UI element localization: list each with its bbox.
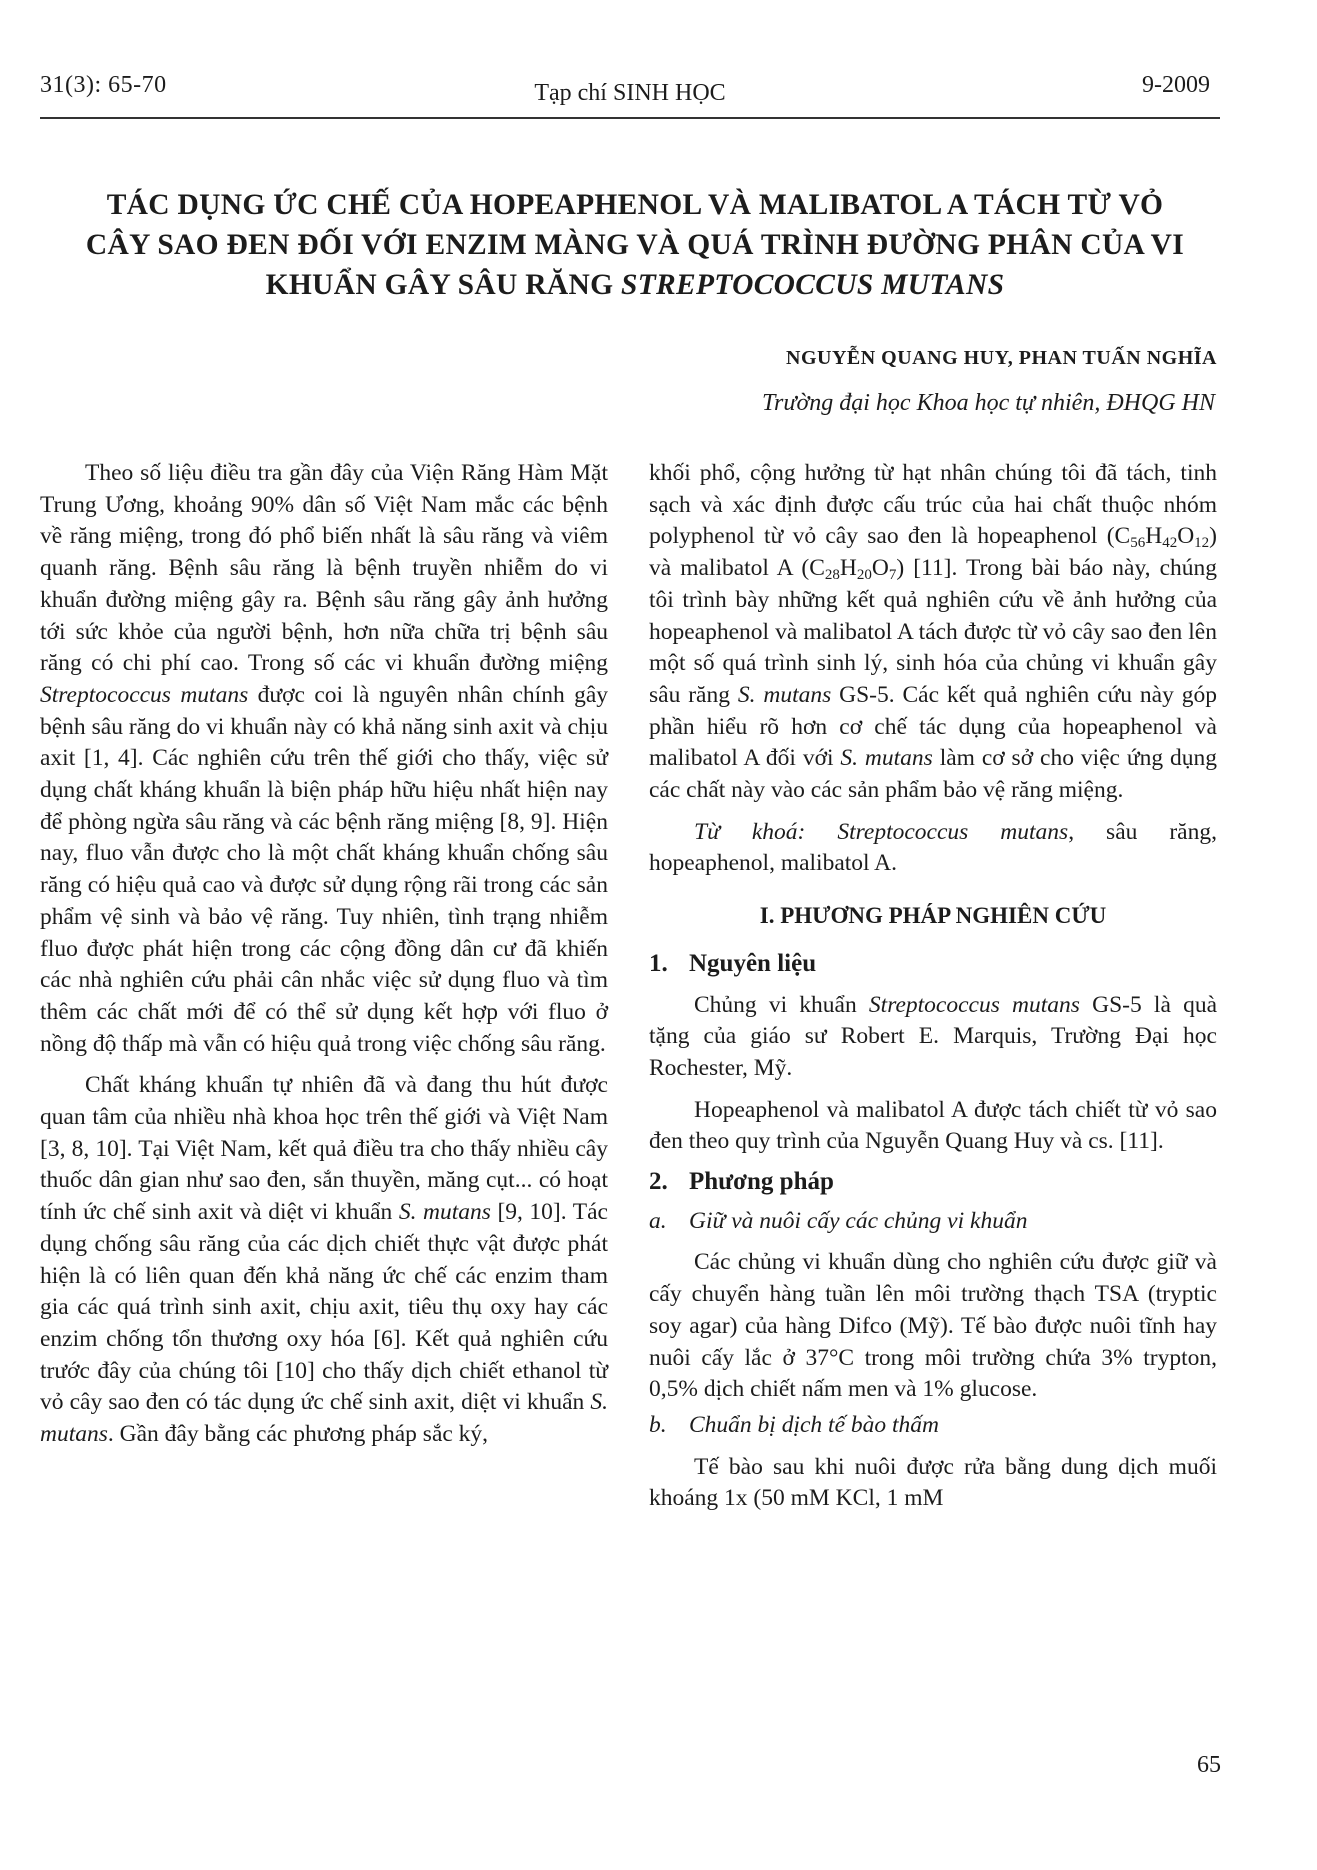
left-column xyxy=(40,458,608,1451)
intro-paragraph-2: Chất kháng khuẩn tự nhiên đã và đang thu hút được quan tâm của nhiều nhà khoa học trên thế giới và Việt Nam [3, 8, 10]. Tại Việt Nam, kết quả điều tra cho thấy nhiều cây thuốc dân gian như sao đen, sắn thuyền, măng cụt... có hoạt tính ức chế sinh axit và diệt vi khuẩn S. mutans [9, 10]. Tác dụng chống sâu răng của các dịch chiết thực vật được phát hiện là có liên quan đến khả năng ức chế các enzim tham gia các quá trình sinh axit, chịu axit, tiêu thụ oxy hay các enzim chống tổn thương oxy hóa [6]. Kết quả nghiên cứu trước đây của chúng tôi [10] cho thấy dịch chiết ethanol từ vỏ cây sao đen có tác dụng ức chế sinh axit, diệt vi khuẩn S. mutans. Gần đây bằng các phương pháp sắc ký, xyxy=(40,1072,608,1448)
header-rule xyxy=(40,117,1220,119)
materials-paragraph-1: Chủng vi khuẩn Streptococcus mutans GS-5 là quà tặng của giáo sư Robert E. Marquis, Trường Đại học Rochester, Mỹ. xyxy=(649,991,1217,1081)
title-line-3: KHUẨN GÂY SÂU RĂNG STREPTOCOCCUS MUTANS xyxy=(265,269,1005,301)
culture-paragraph: Các chủng vi khuẩn dùng cho nghiên cứu được giữ và cấy chuyển hàng tuần lên môi trường thạch TSA (tryptic soy agar) của hàng Difco (Mỹ). Tế bào được nuôi tĩnh hay nuôi cấy lắc ở 37°C trong môi trường chứa 3% trypton, 0,5% dịch chiết nấm men và 1% glucose. xyxy=(649,1249,1217,1403)
subsection-methods: 2. Phương pháp xyxy=(649,1168,834,1196)
materials-paragraph-2: Hopeaphenol và malibatol A được tách chiết từ vỏ sao đen theo quy trình của Nguyễn Quang Huy và cs. [11]. xyxy=(649,1096,1217,1155)
section-title-methods: I. PHƯƠNG PHÁP NGHIÊN CỨU xyxy=(759,903,1107,929)
title-line-2: CÂY SAO ĐEN ĐỐI VỚI ENZIM MÀNG VÀ QUÁ TRÌNH ĐƯỜNG PHÂN CỦA VI xyxy=(85,229,1185,261)
authors: NGUYỄN QUANG HUY, PHAN TUẤN NGHĨA xyxy=(786,347,1217,369)
issue-date: 9-2009 xyxy=(1142,72,1210,98)
keywords: Từ khoá: Streptococcus mutans, sâu răng, hopeaphenol, malibatol A. xyxy=(649,818,1217,877)
intro-paragraph-continued: khối phổ, cộng hưởng từ hạt nhân chúng tôi đã tách, tinh sạch và xác định được cấu trúc của hai chất thuộc nhóm polyphenol từ vỏ cây sao đen là hopeaphenol $(C_{56}H_{42}O_{12})$ và malibatol A $(C_{28}H_{20}O_7)$ [11]. Trong bài báo này, chúng tôi trình bày những kết quả nghiên cứu về ảnh hưởng của hopeaphenol và malibatol A tách được từ vỏ cây sao đen lên một số quá trình sinh lý, sinh hóa của chủng vi khuẩn gây sâu răng S. mutans GS-5. Các kết quả nghiên cứu này góp phần hiểu rõ hơn cơ chế tác dụng của hopeaphenol và malibatol A đối với S. mutans làm cơ sở cho việc ứng dụng các chất này vào các sản phẩm bảo vệ răng miệng. xyxy=(649,460,1217,804)
affiliation: Trường đại học Khoa học tự nhiên, ĐHQG HN xyxy=(762,390,1215,416)
intro-paragraph-1: Theo số liệu điều tra gần đây của Viện Răng Hàm Mặt Trung Ương, khoảng 90% dân số Việt Nam mắc các bệnh về răng miệng, trong đó phổ biến nhất là sâu răng và viêm quanh răng. Bệnh sâu răng là bệnh truyền nhiễm do vi khuẩn đường miệng gây ra. Bệnh sâu răng gây ảnh hưởng tới sức khỏe của người bệnh, hơn nữa chữa trị bệnh sâu răng có chi phí cao. Trong số các vi khuẩn đường miệng Streptococcus mutans được coi là nguyên nhân chính gây bệnh sâu răng do vi khuẩn này có khả năng sinh axit và chịu axit [1, 4]. Các nghiên cứu trên thế giới cho thấy, việc sử dụng chất kháng khuẩn là biện pháp hữu hiệu nhất hiện nay để phòng ngừa sâu răng và các bệnh răng miệng [8, 9]. Hiện nay, fluo vẫn được cho là một chất kháng khuẩn chống sâu răng có hiệu quả cao và được sử dụng rộng rãi trong các sản phẩm vệ sinh và bảo vệ răng. Tuy nhiên, tình trạng nhiễm fluo được phát hiện trong các cộng đồng dân cư đã khiến các nhà nghiên cứu phải cân nhắc việc sử dụng fluo và tìm thêm các chất mới để có thể sử dụng kết hợp với fluo ở nồng độ thấp mà vẫn có hiệu quả trong việc chống sâu răng. xyxy=(40,460,609,1057)
journal-name: Tạp chí SINH HỌC xyxy=(534,80,726,106)
subsubsection-a: a. Giữ và nuôi cấy các chủng vi khuẩn xyxy=(649,1207,1028,1234)
article-title xyxy=(50,185,1220,305)
subsection-materials: 1. Nguyên liệu xyxy=(649,949,817,977)
running-head xyxy=(40,62,1220,118)
title-species: STREPTOCOCCUS MUTANS xyxy=(621,269,1005,301)
page-number: 65 xyxy=(1197,1752,1221,1778)
title-line-1: TÁC DỤNG ỨC CHẾ CỦA HOPEAPHENOL VÀ MALIBATOL A TÁCH TỪ VỎ xyxy=(106,189,1164,221)
cell-prep-paragraph: Tế bào sau khi nuôi được rửa bằng dung dịch muối khoáng 1x (50 mM KCl, 1 mM xyxy=(649,1453,1217,1512)
issue-number: 31(3): 65-70 xyxy=(40,72,167,98)
subsubsection-b: b. Chuẩn bị dịch tế bào thấm xyxy=(649,1411,939,1438)
right-column xyxy=(649,458,1217,1515)
